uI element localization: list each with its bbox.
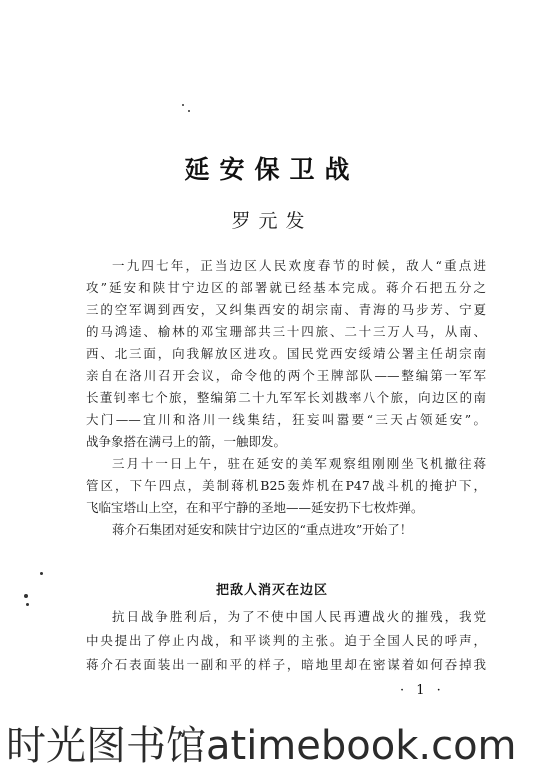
text-line: 三的空军调到西安，又纠集西安的胡宗南、青海的马步芳、宁夏: [86, 302, 486, 317]
text-line: 抗日战争胜利后，为了不使中国人民再遭战火的摧残，我党: [112, 609, 486, 624]
chapter-title: 延安保卫战: [184, 155, 360, 184]
scan-speck: [182, 104, 184, 106]
text-line: 三月十一日上午，驻在延安的美军观察组刚刚坐飞机撤往蒋: [112, 456, 486, 471]
scan-speck: [24, 594, 28, 598]
watermark-banner: [0, 706, 544, 768]
section-heading: 把敌人消灭在边区: [215, 583, 328, 598]
scan-speck: [40, 572, 43, 575]
text-line: 一九四七年，正当边区人民欢度春节的时候，敌人“重点进: [112, 258, 486, 273]
text-line: 蒋介石集团对延安和陕甘宁边区的“重点进攻”开始了！: [112, 522, 413, 537]
text-line: 的马鸿逵、榆林的邓宝珊部共三十四旅、二十三万人马，从南、: [86, 324, 486, 339]
scan-speck: [188, 110, 190, 112]
text-line: 战争象搭在满弓上的箭，一触即发。: [86, 434, 287, 449]
text-line: 大门——宜川和洛川一线集结，狂妄叫嚣要“三天占领延安”。: [86, 412, 486, 427]
page-number: · 1 ·: [400, 683, 445, 698]
text-line: 亲自在洛川召开会议，命令他的两个王牌部队——整编第一军军: [86, 368, 486, 383]
text-line: 蒋介石表面装出一副和平的样子，暗地里却在密谋着如何吞掉我: [86, 657, 486, 672]
text-line: 攻”延安和陕甘宁边区的部署就已经基本完成。蒋介石把五分之: [86, 280, 486, 295]
body-text: [86, 255, 486, 541]
text-line: 长董钊率七个旅，整编第二十九军军长刘戡率八个旅，向边区的南: [86, 390, 486, 405]
text-line: 中央提出了停止内战，和平谈判的主张。迫于全国人民的呼声，: [86, 633, 486, 648]
scan-speck: [26, 603, 29, 606]
text-line: 飞临宝塔山上空，在和平宁静的圣地——延安扔下七枚炸弹。: [86, 500, 424, 515]
text-line: 管区，下午四点，美制蒋机B25轰炸机在P47战斗机的掩护下，: [86, 478, 486, 493]
section-body-text: [86, 605, 486, 677]
watermark-text: 时光图书馆atimebook.com: [6, 723, 517, 769]
author-name: 罗元发: [231, 210, 313, 232]
text-line: 西、北三面，向我解放区进攻。国民党西安绥靖公署主任胡宗南: [86, 346, 486, 361]
